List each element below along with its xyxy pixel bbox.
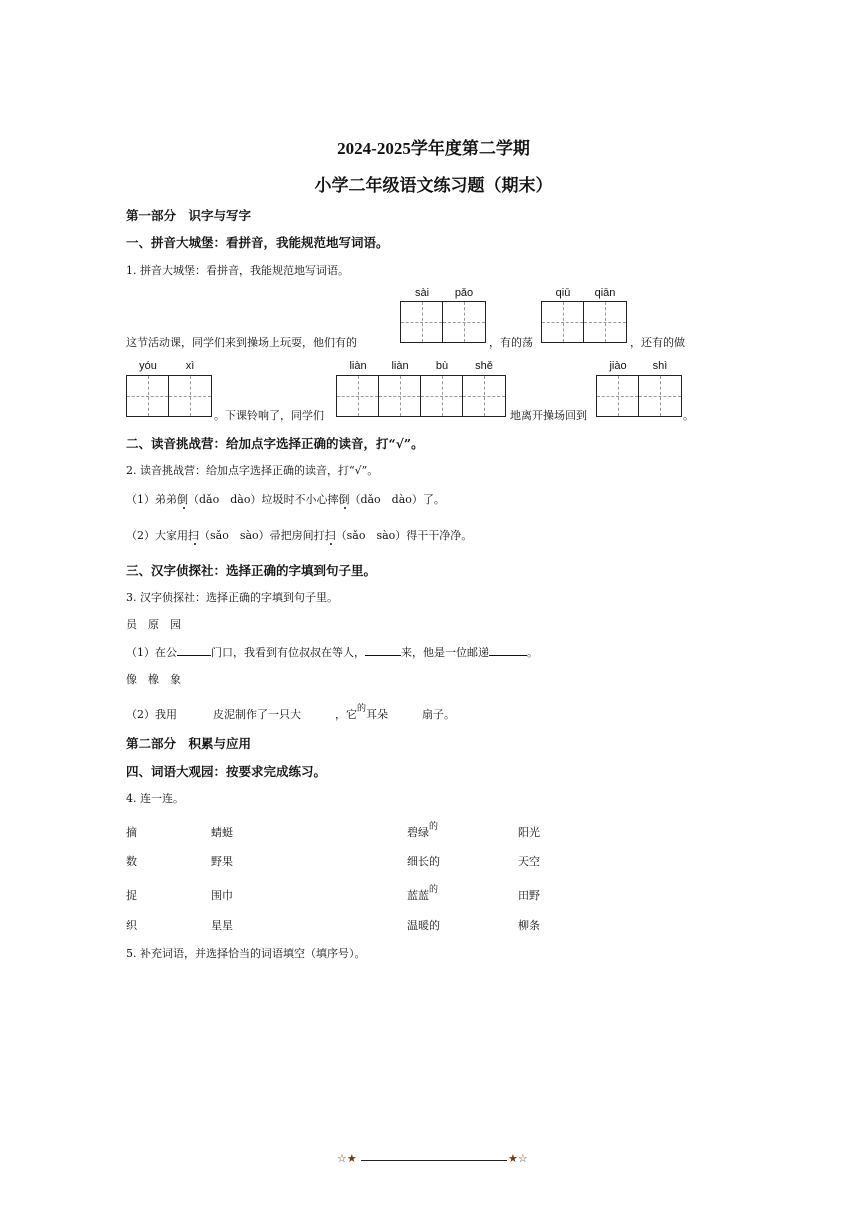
match-scene[interactable]: 阳光: [518, 826, 540, 839]
writing-grid-lianlianbushe[interactable]: [336, 375, 506, 417]
doc-title-line1: 2024-2025学年度第二学期: [337, 139, 530, 158]
part1-heading: 第一部分 识字与写字: [126, 208, 252, 223]
match-adjective[interactable]: 碧绿$^的$: [407, 822, 439, 839]
match-noun[interactable]: 蜻蜓: [211, 826, 233, 839]
q1-text-a: 这节活动课，同学们来到操场上玩耍，他们有的: [126, 336, 357, 349]
q3-choices-1: 员 原 园: [126, 618, 181, 631]
match-noun[interactable]: 星星: [211, 919, 233, 932]
pinyin-label: pǎo: [454, 287, 474, 299]
match-verb[interactable]: 数: [126, 855, 137, 868]
pinyin-label: shì: [652, 360, 668, 372]
pinyin-label: liàn: [349, 360, 367, 372]
q5-question: 5. 补充词语，并选择恰当的词语填空（填序号）。: [126, 947, 366, 960]
q3-choices-2: 像 橡 象: [126, 673, 181, 686]
pinyin-label: jiào: [609, 360, 627, 372]
match-adjective[interactable]: 蓝蓝$^的$: [407, 885, 439, 902]
q4-section-heading: 四、词语大观园：按要求完成练习。: [126, 764, 327, 779]
pinyin-label: yóu: [139, 360, 157, 372]
q3-question: 3. 汉字侦探社：选择正确的字填到句子里。: [126, 591, 338, 604]
q4-question: 4. 连一连。: [126, 792, 184, 805]
match-adjective[interactable]: 温暖的: [407, 919, 440, 932]
writing-grid-jiaoshi[interactable]: [596, 375, 682, 417]
match-noun[interactable]: 野果: [211, 855, 233, 868]
footer-stars-left: ☆★: [337, 1152, 357, 1165]
pinyin-label: shě: [475, 360, 493, 372]
match-verb[interactable]: 织: [126, 919, 137, 932]
q1-text-f: 。: [683, 409, 694, 422]
pinyin-label: xì: [185, 360, 195, 372]
fill-blank[interactable]: [365, 655, 401, 656]
pinyin-label: liàn: [391, 360, 409, 372]
match-noun[interactable]: 围巾: [211, 889, 233, 902]
footer-divider: [361, 1160, 507, 1161]
q2-sentence-1: （1）弟弟倒（dǎo dào）垃圾时不小心摔倒（dǎo dào）了。: [126, 493, 445, 506]
writing-grid-saipao[interactable]: [400, 301, 486, 343]
q1-text-e: 地离开操场回到: [510, 409, 587, 422]
q1-text-b: ，有的荡: [489, 336, 533, 349]
q3-section-heading: 三、汉字侦探社：选择正确的字填到句子里。: [126, 563, 377, 578]
q1-text-d: 。下课铃响了，同学们: [214, 409, 324, 422]
q1-section-heading: 一、拼音大城堡：看拼音，我能规范地写词语。: [126, 235, 389, 250]
match-scene[interactable]: 柳条: [518, 919, 540, 932]
q3-sentence-1: （1）在公 门口，我看到有位叔叔在等人， 来，他是一位邮递 。: [126, 646, 538, 659]
pinyin-label: bù: [435, 360, 449, 372]
part2-heading: 第二部分 积累与应用: [126, 736, 252, 751]
doc-title-line2: 小学二年级语文练习题（期末）: [314, 176, 553, 195]
writing-grid-qiuqian[interactable]: [541, 301, 627, 343]
pinyin-label: sài: [414, 287, 430, 299]
match-scene[interactable]: 天空: [518, 855, 540, 868]
match-verb[interactable]: 捉: [126, 889, 137, 902]
pinyin-label: qiān: [594, 287, 616, 299]
fill-blank[interactable]: [177, 655, 211, 656]
q1-text-c: ，还有的做: [630, 336, 685, 349]
footer-stars-right: ★☆: [508, 1152, 528, 1165]
q3-sentence-2: （2）我用 皮泥制作了一只大 ，它$^的$耳朵 扇子。: [126, 704, 456, 721]
match-adjective[interactable]: 细长的: [407, 855, 440, 868]
pinyin-label: qiū: [555, 287, 571, 299]
writing-grid-youxi[interactable]: [126, 375, 212, 417]
q2-sentence-2: （2）大家用扫（sǎo sào）帚把房间打扫（sǎo sào）得干干净净。: [126, 529, 473, 542]
match-verb[interactable]: 摘: [126, 826, 137, 839]
match-scene[interactable]: 田野: [518, 889, 540, 902]
fill-blank[interactable]: [489, 655, 527, 656]
q2-section-heading: 二、读音挑战营：给加点字选择正确的读音，打“√”。: [126, 436, 424, 451]
q1-question: 1. 拼音大城堡：看拼音，我能规范地写词语。: [126, 264, 349, 277]
q2-question: 2. 读音挑战营：给加点字选择正确的读音，打“√”。: [126, 464, 379, 477]
